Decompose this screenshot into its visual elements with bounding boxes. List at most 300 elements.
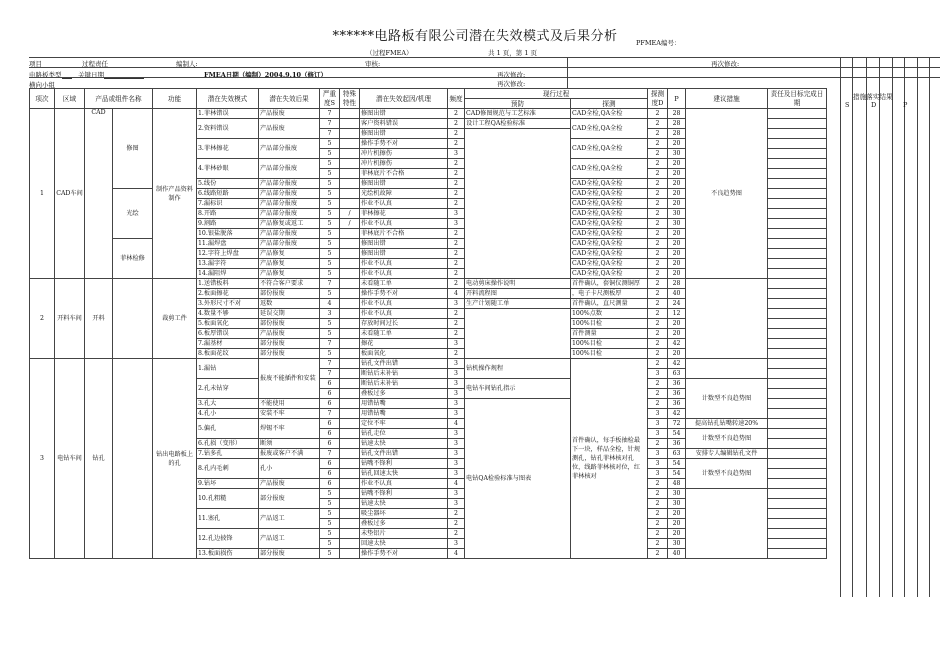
cell-special — [340, 459, 360, 469]
cell-detectability: 2 — [648, 319, 668, 329]
cell-responsibility — [768, 129, 827, 139]
header-area: 区域 — [55, 89, 85, 109]
cell-failure-mode: 11.漏焊盘 — [197, 239, 259, 249]
cell-cause: 作业不认真 — [360, 479, 448, 489]
cell-failure-mode: 1.菲林错误 — [197, 109, 259, 119]
cell-detectability: 2 — [648, 499, 668, 509]
cell-rpn: 30 — [668, 149, 686, 159]
cell-detectability: 2 — [648, 259, 668, 269]
cell-special — [340, 179, 360, 189]
cell-severity: 5 — [320, 499, 340, 509]
cell-cause: 作业不认真 — [360, 219, 448, 229]
cell-special — [340, 229, 360, 239]
cell-detection: 首件确认，每手板抽检最下一块，样品全检，针规测孔，钻孔菲林核对孔位，线路菲林核对位，红菲林核对 — [571, 359, 648, 559]
cell-special — [340, 299, 360, 309]
cell-occurrence: 3 — [448, 439, 465, 449]
cell-occurrence: 2 — [448, 329, 465, 339]
cell-occurrence: 3 — [448, 499, 465, 509]
cell-detectability: 2 — [648, 199, 668, 209]
cell-detection: CAD全检,QA全检 — [571, 179, 648, 189]
cell-cause: 用错钻嘴 — [360, 399, 448, 409]
cell-special — [340, 509, 360, 519]
cell-special — [340, 119, 360, 129]
cell-cause: 钻孔走位 — [360, 429, 448, 439]
cell-occurrence: 2 — [448, 259, 465, 269]
cell-responsibility — [768, 479, 827, 489]
header-effect: 潜在失效后果 — [259, 89, 320, 109]
cell-cause: 钻孔文件出错 — [360, 449, 448, 459]
header-occurrence: 频度 — [448, 89, 465, 109]
cell-effect: 部分报废 — [259, 549, 320, 559]
header-responsibility: 责任及目标完成日期 — [768, 89, 827, 109]
cell-severity: 6 — [320, 419, 340, 429]
project-label: 项目 — [29, 59, 78, 68]
cell-action: 安排专人编辑钻孔文件 — [686, 449, 768, 459]
results-header: 措施落实结果 — [853, 93, 893, 101]
cell-special — [340, 149, 360, 159]
cell-special — [340, 469, 360, 479]
header-current-control: 现行过程 — [465, 89, 648, 99]
cell-failure-mode: 7.漏基材 — [197, 339, 259, 349]
cell-cause: 作业不认真 — [360, 299, 448, 309]
cell-effect: 返数 — [259, 299, 320, 309]
cell-detection: 100%目检 — [571, 339, 648, 349]
cell-effect: 孔小 — [259, 459, 320, 479]
cell-special — [340, 369, 360, 379]
cell-item: 2 — [30, 279, 55, 359]
cell-function: 制作产品资料制作 — [153, 109, 197, 279]
cell-special: / — [340, 209, 360, 219]
cell-occurrence: 2 — [448, 199, 465, 209]
cell-action — [686, 279, 768, 359]
revise-label-1: 再次修改: — [497, 71, 526, 79]
cell-rpn: 20 — [668, 229, 686, 239]
cell-failure-mode: 9.割路 — [197, 219, 259, 229]
cell-rpn: 20 — [668, 329, 686, 339]
cell-occurrence: 2 — [448, 169, 465, 179]
cell-action: 不良趋势图 — [686, 109, 768, 279]
cell-rpn: 20 — [668, 139, 686, 149]
header-cause: 潜在失效起因/机理 — [360, 89, 448, 109]
cell-rpn: 28 — [668, 119, 686, 129]
cell-cause: 操作手势不对 — [360, 549, 448, 559]
cell-rpn: 36 — [668, 399, 686, 409]
cell-subcomponent: 菲林检修 — [113, 239, 153, 279]
cell-detectability: 3 — [648, 419, 668, 429]
cell-cause: 钻速太快 — [360, 499, 448, 509]
cell-occurrence: 2 — [448, 179, 465, 189]
cell-detection: CAD全检,QA全检 — [571, 219, 648, 229]
cell-rpn: 20 — [668, 349, 686, 359]
cell-responsibility — [768, 149, 827, 159]
cell-responsibility — [768, 329, 827, 339]
cell-failure-mode: 5.板面氧化 — [197, 319, 259, 329]
cell-responsibility — [768, 399, 827, 409]
cell-severity: 5 — [320, 159, 340, 169]
cell-occurrence: 2 — [448, 509, 465, 519]
cell-failure-mode: 4.孔小 — [197, 409, 259, 419]
cell-special — [340, 239, 360, 249]
cell-responsibility — [768, 279, 827, 289]
cell-occurrence: 2 — [448, 309, 465, 319]
cell-prevention: 生产计划随工单 — [465, 299, 571, 309]
cell-occurrence: 3 — [448, 489, 465, 499]
cell-responsibility — [768, 489, 827, 499]
cell-responsibility — [768, 349, 827, 359]
cell-effect: 产品报废 — [259, 119, 320, 139]
cell-responsibility — [768, 359, 827, 369]
cell-detection: ，电子卡尺测板厚 — [571, 289, 648, 299]
cell-effect: 部分报废 — [259, 339, 320, 349]
cell-special: / — [340, 219, 360, 229]
cell-cause: 定位不牢 — [360, 419, 448, 429]
cell-severity: 5 — [320, 539, 340, 549]
cell-detectability: 2 — [648, 229, 668, 239]
cell-responsibility — [768, 189, 827, 199]
cell-component: CAD — [85, 109, 113, 279]
cell-cause: 板面氧化 — [360, 349, 448, 359]
cell-detection: CAD全检,QA全检 — [571, 189, 648, 199]
cell-rpn: 30 — [668, 219, 686, 229]
header-item: 项次 — [30, 89, 55, 109]
cell-detection: CAD全检,QA全检 — [571, 229, 648, 239]
cell-detectability: 2 — [648, 289, 668, 299]
cell-severity: 7 — [320, 369, 340, 379]
cell-prevention: 开料流程图 — [465, 289, 571, 299]
cell-component: 开料 — [85, 279, 113, 359]
process-owner-label: 过程责任 — [82, 59, 148, 68]
cell-failure-mode: 13.漏字符 — [197, 259, 259, 269]
cell-item: 3 — [30, 359, 55, 559]
cell-occurrence: 2 — [448, 349, 465, 359]
cell-special — [340, 189, 360, 199]
cell-failure-mode: 4.菲林砂眼 — [197, 159, 259, 179]
cell-failure-mode: 7.漏标识 — [197, 199, 259, 209]
cell-responsibility — [768, 339, 827, 349]
cell-failure-mode: 1.漏钻 — [197, 359, 259, 379]
cell-special — [340, 319, 360, 329]
cell-occurrence: 3 — [448, 389, 465, 399]
header-failure-mode: 潜在失效模式 — [197, 89, 259, 109]
cell-detectability: 3 — [648, 369, 668, 379]
header-special: 特殊特性 — [340, 89, 360, 109]
cell-detection: CAD全检,QA全检 — [571, 209, 648, 219]
cell-detection: CAD全检,QA全检 — [571, 249, 648, 259]
cell-action: 提高钻孔钻嘴转速20% — [686, 419, 768, 429]
cell-failure-mode: 4.数量不够 — [197, 309, 259, 319]
team-label: 横向小组 — [29, 81, 55, 89]
cell-detectability: 2 — [648, 239, 668, 249]
cell-occurrence: 2 — [448, 319, 465, 329]
cell-prevention: 电钻QA检验标准与图表 — [465, 399, 571, 559]
cell-responsibility — [768, 209, 827, 219]
cell-cause: 钻嘴不锋利 — [360, 489, 448, 499]
cell-detectability: 2 — [648, 109, 668, 119]
cell-responsibility — [768, 299, 827, 309]
cell-special — [340, 159, 360, 169]
cell-action: 计数型不良趋势图 — [686, 459, 768, 489]
category-label: 电路板类型 — [29, 70, 72, 79]
cell-responsibility — [768, 529, 827, 539]
cell-detectability: 2 — [648, 179, 668, 189]
cell-responsibility — [768, 319, 827, 329]
cell-cause: 菲林底片不合格 — [360, 169, 448, 179]
cell-rpn: 40 — [668, 289, 686, 299]
cell-occurrence: 3 — [448, 469, 465, 479]
cell-occurrence: 3 — [448, 219, 465, 229]
cell-rpn: 20 — [668, 179, 686, 189]
cell-special — [340, 479, 360, 489]
cell-detectability: 2 — [648, 169, 668, 179]
cell-occurrence: 4 — [448, 419, 465, 429]
fmea-date-label: FMEA日期（编制）2004.9.10（修订） — [204, 71, 327, 79]
cell-responsibility — [768, 109, 827, 119]
cell-area: 开料车间 — [55, 279, 85, 359]
cell-rpn: 20 — [668, 249, 686, 259]
cell-rpn: 20 — [668, 239, 686, 249]
cell-occurrence: 3 — [448, 429, 465, 439]
cell-cause: 断钻后未补钻 — [360, 369, 448, 379]
cell-effect: 部分报废 — [259, 489, 320, 509]
cell-cause: 钻孔回速太快 — [360, 469, 448, 479]
cell-special — [340, 259, 360, 269]
cell-severity: 5 — [320, 189, 340, 199]
cell-detection: 100%点数 — [571, 309, 648, 319]
table-row — [30, 359, 827, 369]
cell-severity: 7 — [320, 279, 340, 289]
cell-failure-mode: 10.孔粗糙 — [197, 489, 259, 509]
cell-rpn: 20 — [668, 319, 686, 329]
cell-rpn: 42 — [668, 339, 686, 349]
cell-detection: 首件测量 — [571, 329, 648, 339]
cell-cause: 修图出错 — [360, 129, 448, 139]
cell-prevention: CAD修图规范与工艺标准 — [465, 109, 571, 119]
cell-special — [340, 419, 360, 429]
cell-rpn: 28 — [668, 109, 686, 119]
header-prevention: 预防 — [465, 99, 571, 109]
cell-special — [340, 439, 360, 449]
cell-occurrence: 2 — [448, 519, 465, 529]
cell-detectability: 2 — [648, 269, 668, 279]
cell-cause: 修图出错 — [360, 109, 448, 119]
cell-detectability: 2 — [648, 119, 668, 129]
cell-occurrence: 2 — [448, 109, 465, 119]
cell-cause: 作业不认真 — [360, 309, 448, 319]
cell-occurrence: 3 — [448, 399, 465, 409]
cell-special — [340, 539, 360, 549]
cell-action: 计数型不良趋势图 — [686, 429, 768, 449]
cell-severity: 6 — [320, 399, 340, 409]
cell-effect: 产品返工 — [259, 509, 320, 529]
cell-detectability: 2 — [648, 389, 668, 399]
cell-failure-mode: 2.资料错误 — [197, 119, 259, 139]
pfmea-number-label: PFMEA编号： — [636, 39, 681, 47]
cell-effect: 产品部分报废 — [259, 229, 320, 239]
cell-special — [340, 329, 360, 339]
cell-rpn: 48 — [668, 479, 686, 489]
cell-rpn: 20 — [668, 529, 686, 539]
cell-severity: 5 — [320, 289, 340, 299]
cell-cause: 钻嘴不锋利 — [360, 459, 448, 469]
cell-special — [340, 489, 360, 499]
cell-effect: 产品返工 — [259, 529, 320, 549]
cell-rpn: 54 — [668, 459, 686, 469]
cell-responsibility — [768, 249, 827, 259]
cell-effect: 产品报废 — [259, 329, 320, 339]
cell-cause: 作业不认真 — [360, 199, 448, 209]
cell-rpn: 42 — [668, 359, 686, 369]
cell-rpn: 12 — [668, 309, 686, 319]
cell-cause: 修图出错 — [360, 239, 448, 249]
cell-occurrence: 2 — [448, 529, 465, 539]
cell-special — [340, 529, 360, 539]
cell-detectability: 2 — [648, 209, 668, 219]
cell-detectability: 2 — [648, 149, 668, 159]
header-detection: 探测 — [571, 99, 648, 109]
cell-responsibility — [768, 119, 827, 129]
cell-severity: 6 — [320, 379, 340, 389]
cell-occurrence: 3 — [448, 149, 465, 159]
cell-severity: 5 — [320, 219, 340, 229]
cell-subcomponent: 修图 — [113, 109, 153, 189]
cell-cause: 光绘机故障 — [360, 189, 448, 199]
cell-cause: 修图出错 — [360, 179, 448, 189]
cell-detectability: 2 — [648, 399, 668, 409]
cell-rpn: 20 — [668, 269, 686, 279]
cell-failure-mode: 5.线份 — [197, 179, 259, 189]
cell-occurrence: 3 — [448, 539, 465, 549]
cell-rpn: 20 — [668, 169, 686, 179]
cell-failure-mode: 14.漏阻焊 — [197, 269, 259, 279]
cell-rpn: 42 — [668, 409, 686, 419]
cell-effect: 产品部分报废 — [259, 199, 320, 209]
cell-rpn: 54 — [668, 469, 686, 479]
cell-responsibility — [768, 309, 827, 319]
cell-responsibility — [768, 409, 827, 419]
cell-occurrence: 3 — [448, 459, 465, 469]
cell-failure-mode: 11.塞孔 — [197, 509, 259, 529]
cell-effect: 不符合客户要求 — [259, 279, 320, 289]
cell-special — [340, 399, 360, 409]
cell-rpn: 30 — [668, 539, 686, 549]
cell-prevention — [465, 309, 571, 359]
cell-cause: 用错钻嘴 — [360, 409, 448, 419]
cell-detectability: 2 — [648, 329, 668, 339]
cell-effect: 产品修复或返工 — [259, 219, 320, 229]
cell-subcomponent: 光绘 — [113, 189, 153, 239]
cell-detection: CAD全检,QA全检 — [571, 139, 648, 159]
cell-responsibility — [768, 239, 827, 249]
cell-failure-mode: 2.板面擦花 — [197, 289, 259, 299]
cell-special — [340, 249, 360, 259]
cell-responsibility — [768, 199, 827, 209]
cell-special — [340, 359, 360, 369]
cell-severity: 5 — [320, 179, 340, 189]
header-rpn: P — [668, 89, 686, 109]
revise-label-2: 再次修改: — [497, 80, 526, 88]
cell-detectability: 2 — [648, 309, 668, 319]
cell-responsibility — [768, 289, 827, 299]
cell-special — [340, 519, 360, 529]
cell-occurrence: 2 — [448, 249, 465, 259]
cell-failure-mode: 6.孔损（变形） — [197, 439, 259, 449]
cell-severity: 5 — [320, 349, 340, 359]
cell-effect: 产品部分报废 — [259, 209, 320, 219]
cell-cause: 回速太快 — [360, 539, 448, 549]
cell-detectability: 2 — [648, 139, 668, 149]
cell-detectability: 2 — [648, 489, 668, 499]
cell-occurrence: 3 — [448, 449, 465, 459]
cell-responsibility — [768, 439, 827, 449]
cell-severity: 5 — [320, 519, 340, 529]
page-info: 共 1 页，第 1 页 — [488, 49, 538, 57]
header-component: 产品或组件名称 — [85, 89, 153, 109]
cell-failure-mode: 6.板厚错误 — [197, 329, 259, 339]
header-severity: 严重度S — [320, 89, 340, 109]
cell-rpn: 30 — [668, 209, 686, 219]
cell-cause: 操作手势不对 — [360, 139, 448, 149]
cell-responsibility — [768, 139, 827, 149]
cell-detection: CAD全检,QA全检 — [571, 119, 648, 139]
cell-action — [686, 359, 768, 379]
cell-cause: 断钻后未补钻 — [360, 379, 448, 389]
cell-occurrence: 3 — [448, 379, 465, 389]
cell-failure-mode: 12.字符上焊盘 — [197, 249, 259, 259]
cell-rpn: 20 — [668, 259, 686, 269]
cell-special — [340, 379, 360, 389]
cell-cause: 作业不认真 — [360, 269, 448, 279]
cell-detectability: 2 — [648, 549, 668, 559]
cell-responsibility — [768, 519, 827, 529]
cell-detectability: 2 — [648, 519, 668, 529]
cell-effect: 产品报废 — [259, 479, 320, 489]
cell-occurrence: 4 — [448, 289, 465, 299]
cell-detectability: 2 — [648, 219, 668, 229]
cell-severity: 5 — [320, 169, 340, 179]
cell-detectability: 2 — [648, 159, 668, 169]
cell-responsibility — [768, 159, 827, 169]
cell-special — [340, 309, 360, 319]
cell-prevention: 电钻车间钻孔指示 — [465, 379, 571, 399]
cell-occurrence: 2 — [448, 119, 465, 129]
cell-responsibility — [768, 429, 827, 439]
cell-item: 1 — [30, 109, 55, 279]
cell-severity: 6 — [320, 439, 340, 449]
cell-severity: 5 — [320, 269, 340, 279]
cell-cause: 存放时间过长 — [360, 319, 448, 329]
cell-detectability: 2 — [648, 189, 668, 199]
fmea-type-label: （过程FMEA） — [366, 49, 413, 57]
cell-occurrence: 3 — [448, 339, 465, 349]
cell-detectability: 2 — [648, 479, 668, 489]
cell-cause: 钻孔文件出错 — [360, 359, 448, 369]
cell-occurrence: 2 — [448, 269, 465, 279]
cell-rpn: 28 — [668, 279, 686, 289]
cell-occurrence: 3 — [448, 409, 465, 419]
cell-failure-mode: 9.钻坏 — [197, 479, 259, 489]
cell-severity: 7 — [320, 339, 340, 349]
cell-rpn: 20 — [668, 199, 686, 209]
cell-action — [686, 489, 768, 559]
cell-effect: 产品修复 — [259, 269, 320, 279]
cell-occurrence: 3 — [448, 299, 465, 309]
cell-component: 钻孔 — [85, 359, 113, 559]
cell-rpn: 40 — [668, 549, 686, 559]
cell-effect: 部份报废 — [259, 319, 320, 329]
cell-severity: 5 — [320, 149, 340, 159]
cell-detection: 100%目检 — [571, 349, 648, 359]
cell-failure-mode: 6.线路短路 — [197, 189, 259, 199]
